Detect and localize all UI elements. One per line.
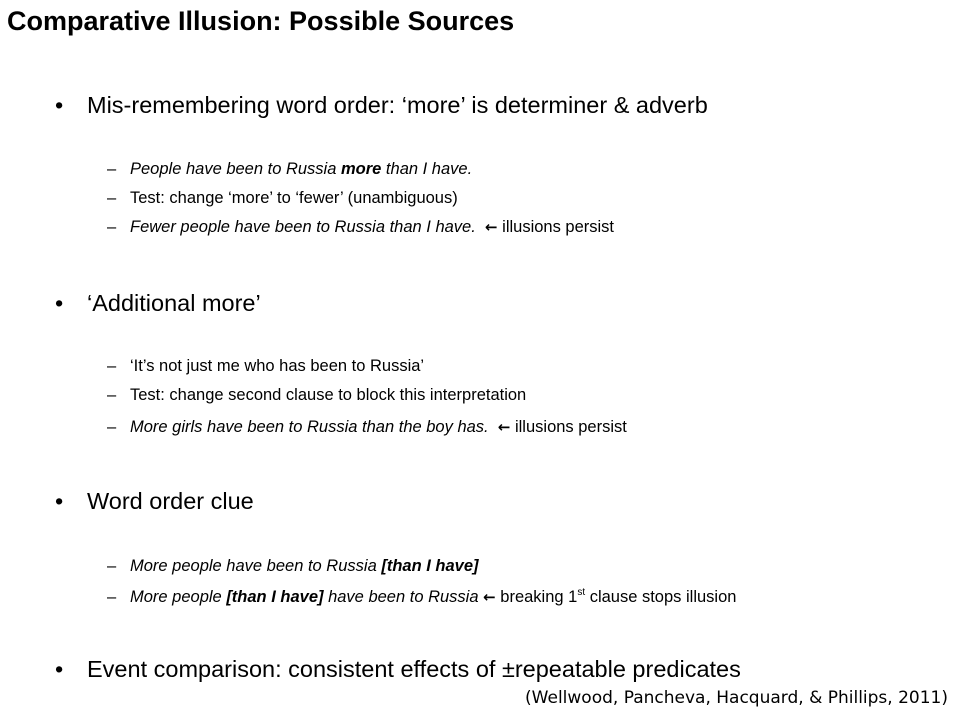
bracket-phrase: [than I have]	[381, 557, 479, 575]
bullet-icon: •	[55, 92, 64, 118]
bullet-icon: •	[55, 656, 64, 682]
dash-icon: –	[107, 218, 117, 236]
result-text: breaking 1	[495, 588, 578, 606]
dash-icon: –	[107, 357, 117, 375]
left-arrow-icon: ←	[483, 588, 496, 606]
example-sentence: People have been to Russia	[130, 160, 341, 178]
slide-title: Comparative Illusion: Possible Sources	[7, 6, 515, 36]
bullet-text: Word order clue	[87, 488, 254, 514]
bullet-text: Mis-remembering word order: ‘more’ is determiner & adverb	[87, 92, 708, 118]
left-arrow-icon: ←	[497, 418, 511, 436]
bullet-icon: •	[55, 290, 64, 316]
result-text: illusions persist	[510, 418, 627, 436]
sub-bullet-text: Test: change second clause to block this interpretation	[130, 386, 527, 404]
sub-bullet-text	[130, 218, 614, 237]
citation: (Wellwood, Pancheva, Hacquard, & Phillips, 2011)	[525, 688, 948, 708]
example-sentence: More people have been to Russia	[130, 557, 382, 575]
ordinal-suffix: st	[577, 587, 586, 598]
sub-bullet-text: ‘It’s not just me who has been to Russia’	[130, 357, 425, 375]
dash-icon: –	[107, 418, 117, 436]
example-sentence-end: have been to Russia	[323, 588, 484, 606]
example-sentence: More girls have been to Russia than the boy has.	[130, 418, 489, 436]
dash-icon: –	[107, 189, 117, 207]
sub-bullet-text	[130, 160, 472, 179]
bullet-text: Event comparison: consistent effects of ±repeatable predicates	[87, 656, 741, 682]
sub-bullet-text	[130, 557, 479, 576]
dash-icon: –	[107, 386, 117, 404]
example-sentence: More people	[130, 588, 227, 606]
dash-icon: –	[107, 588, 117, 606]
dash-icon: –	[107, 160, 117, 178]
sub-bullet-text	[130, 588, 736, 607]
dash-icon: –	[107, 557, 117, 575]
bracket-phrase: [than I have]	[226, 588, 324, 606]
result-text-end: clause stops illusion	[585, 588, 737, 606]
sub-bullet-text	[130, 418, 627, 437]
bullet-text: ‘Additional more’	[87, 290, 261, 316]
example-sentence-end: than I have.	[381, 160, 473, 178]
result-text: illusions persist	[497, 218, 615, 236]
bullet-icon: •	[55, 488, 64, 514]
example-sentence: Fewer people have been to Russia than I have.	[130, 218, 476, 236]
left-arrow-icon: ←	[484, 218, 498, 236]
emphasis-word: more	[340, 160, 382, 178]
sub-bullet-text: Test: change ‘more’ to ‘fewer’ (unambiguous)	[130, 189, 458, 207]
